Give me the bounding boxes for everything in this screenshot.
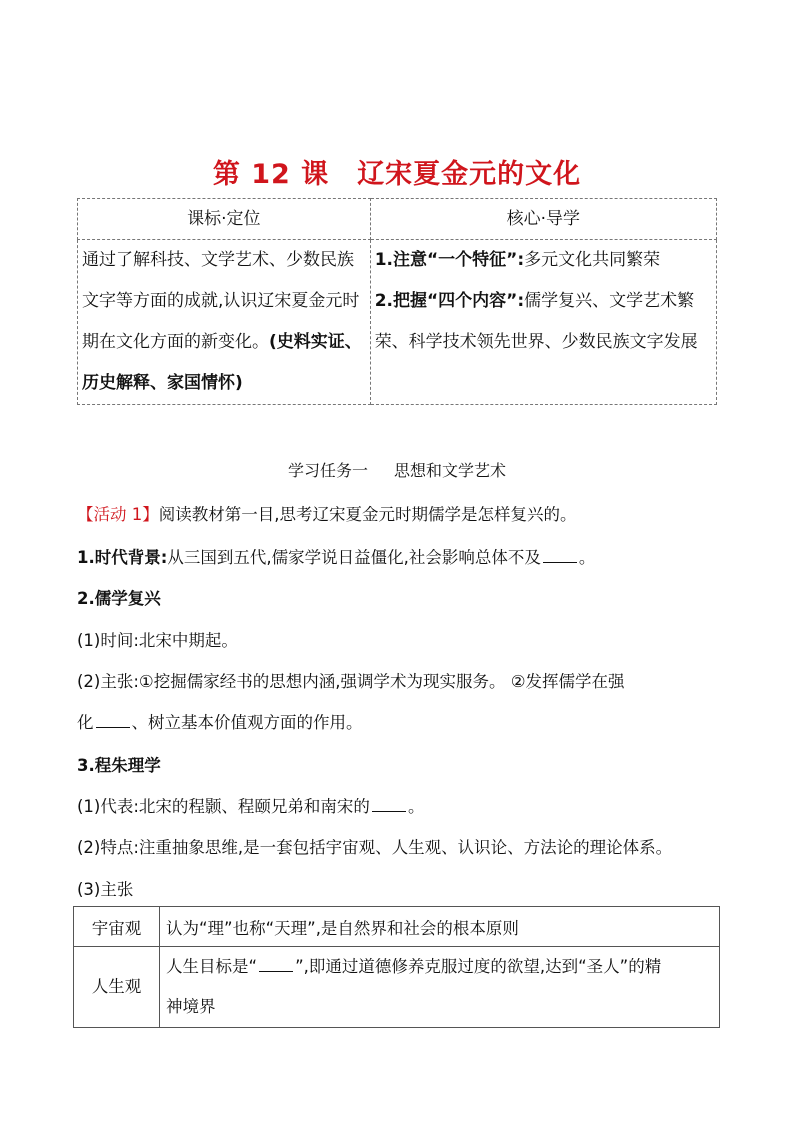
- claims-label: (3)主张: [77, 880, 134, 899]
- row-label: 人生观: [74, 947, 160, 1028]
- task-heading: 学习任务一 思想和文学艺术: [287, 461, 507, 480]
- activity-line: [77, 501, 577, 525]
- feature-line: (2)特点:注重抽象思维,是一套包括宇宙观、人生观、认识论、方法论的理论体系。: [77, 838, 673, 857]
- background-line: 1.时代背景:从三国到五代,儒家学说日益僵化,社会影响总体不及 。: [77, 548, 596, 567]
- lesson-number: 第 12 课: [212, 159, 330, 190]
- row-text: 人生目标是“ ”,即通过道德修养克服过度的欲望,达到“圣人”的精 神境界: [160, 947, 720, 1028]
- standard-competencies: (史料实证、历史解释、家国情怀): [82, 332, 362, 393]
- core-cell: [370, 240, 716, 405]
- activity-tag: 【活动 1】: [77, 505, 159, 524]
- lesson-name: 辽宋夏金元的文化: [357, 159, 582, 190]
- answer-blank: [372, 810, 406, 812]
- answer-blank: [259, 970, 293, 972]
- standard-cell: [78, 240, 371, 405]
- lesson-title: [0, 152, 794, 191]
- activity-text: 阅读教材第一目,思考辽宋夏金元时期儒学是怎样复兴的。: [158, 505, 577, 524]
- col2-header: 核心·导学: [370, 199, 716, 240]
- answer-blank: [543, 561, 577, 563]
- standard-text: 通过了解科技、文学艺术、少数民族文字等方面的成就,认识辽宋夏金元时期在文化方面的新变化。: [82, 250, 360, 352]
- answer-blank: [96, 726, 130, 728]
- col1-header: 课标·定位: [78, 199, 371, 240]
- overview-table: [77, 198, 717, 405]
- core-item-2: 2.把握“四个内容”:儒学复兴、文学艺术繁荣、科学技术领先世界、少数民族文字发展: [374, 291, 698, 352]
- representatives-line: (1)代表:北宋的程颢、程颐兄弟和南宋的 。: [77, 797, 425, 816]
- core-item-1: 1.注意“一个特征”:多元文化共同繁荣: [374, 250, 661, 270]
- section-heading: 2.儒学复兴: [77, 589, 161, 608]
- row-text: 认为“理”也称“天理”,是自然界和社会的根本原则: [160, 907, 720, 947]
- claim-line: (2)主张:①挖掘儒家经书的思想内涵,强调学术为现实服务。 ②发挥儒学在强: [77, 672, 625, 691]
- row-label: 宇宙观: [74, 907, 160, 947]
- claim-line-2: 化 、树立基本价值观方面的作用。: [77, 713, 363, 732]
- section-heading: 3.程朱理学: [77, 756, 161, 775]
- time-line: (1)时间:北宋中期起。: [77, 631, 238, 650]
- claims-table: [73, 906, 720, 1028]
